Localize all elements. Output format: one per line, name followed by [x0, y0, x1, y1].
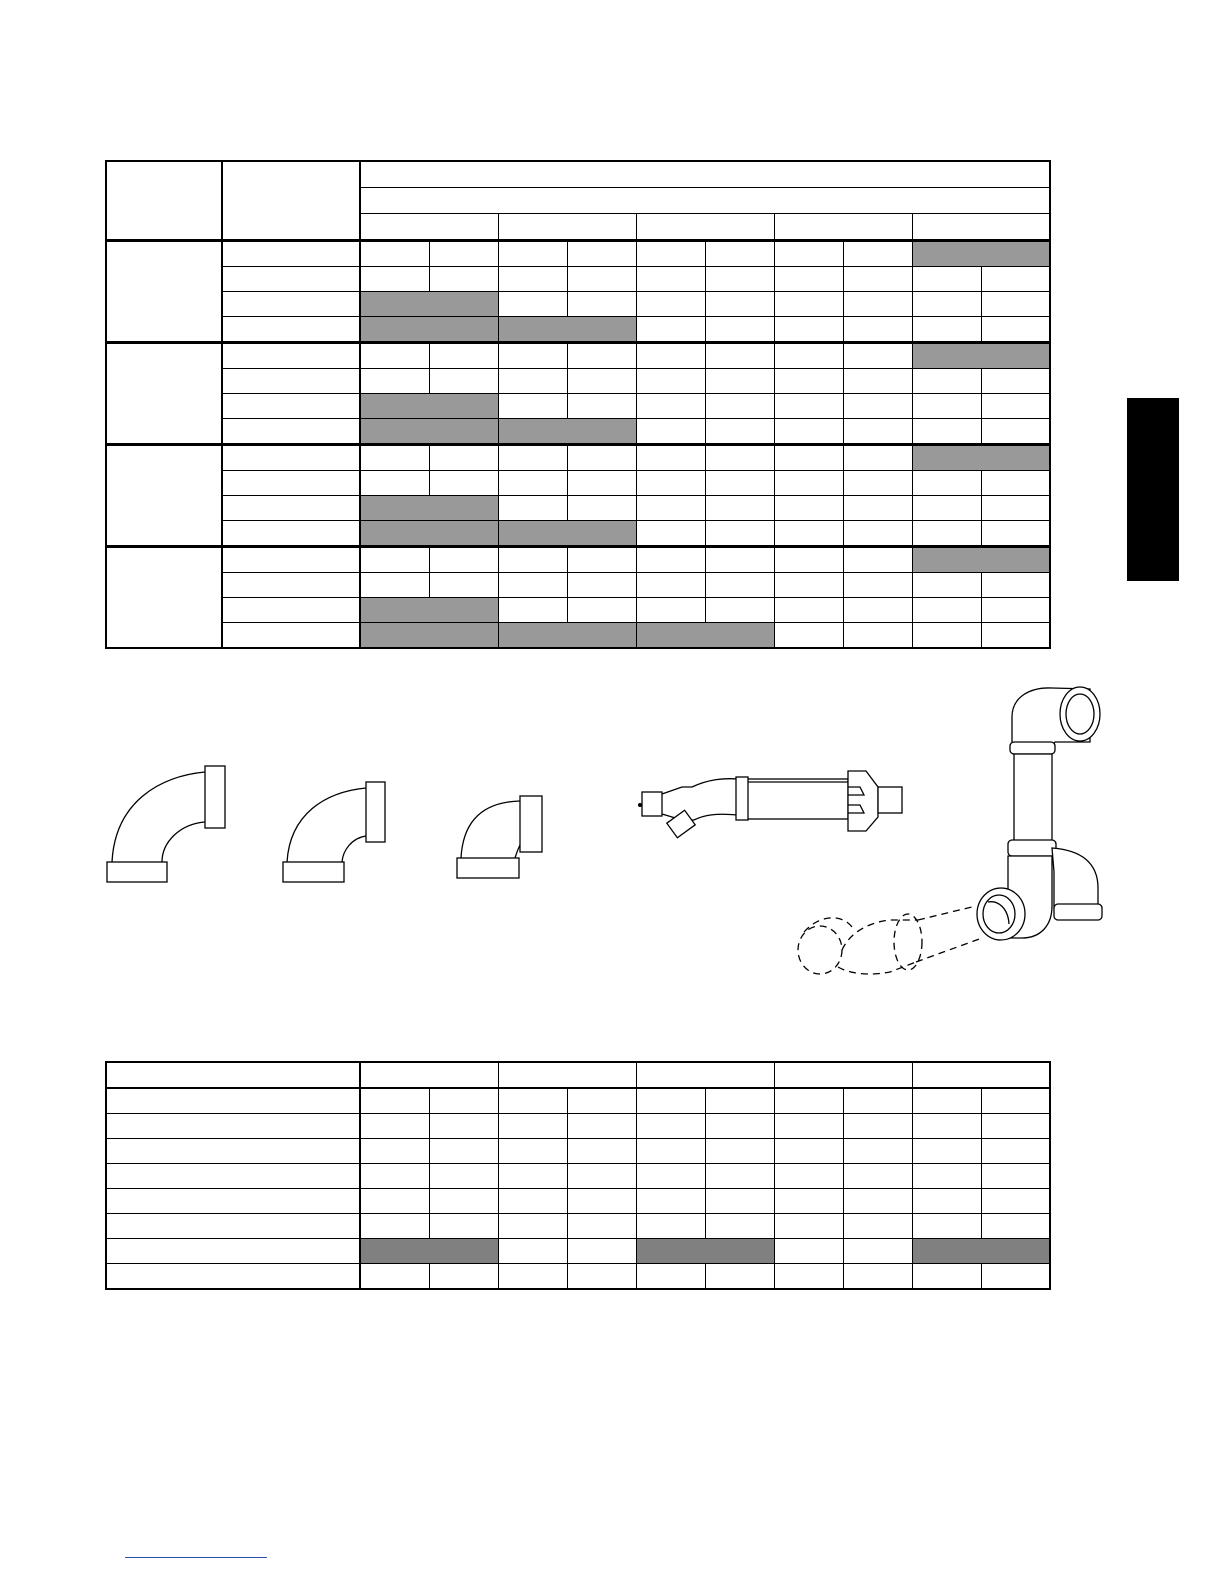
table-cell — [774, 1214, 843, 1239]
table-cell — [705, 573, 774, 598]
table-cell — [360, 1088, 429, 1114]
table-cell — [705, 521, 774, 547]
header-cell — [360, 1062, 498, 1088]
table-cell — [912, 369, 981, 394]
table-cell — [360, 369, 429, 394]
table-cell — [705, 343, 774, 369]
table-cell — [981, 496, 1050, 521]
table-cell — [843, 598, 912, 623]
table-cell — [567, 1139, 636, 1164]
table-cell — [636, 343, 705, 369]
table-cell — [774, 1164, 843, 1189]
table-cell — [360, 445, 429, 471]
table-cell — [843, 1114, 912, 1139]
table-header-row — [106, 161, 1050, 188]
row-label-cell — [106, 1139, 360, 1164]
table-cell — [705, 267, 774, 292]
table-cell — [567, 1264, 636, 1290]
table-cell — [774, 573, 843, 598]
table-cell — [360, 1114, 429, 1139]
table-cell — [705, 241, 774, 267]
table-row — [106, 419, 1050, 445]
table-cell — [705, 1264, 774, 1290]
table-cell — [567, 241, 636, 267]
table-cell — [498, 598, 567, 623]
table-cell — [498, 1088, 567, 1114]
table-cell — [981, 598, 1050, 623]
table-cell — [498, 445, 567, 471]
table-cell — [774, 241, 843, 267]
table-row — [106, 623, 1050, 649]
table-row — [106, 1088, 1050, 1114]
table-cell — [912, 598, 981, 623]
table-cell — [705, 547, 774, 573]
table-cell — [429, 1139, 498, 1164]
row-label-cell — [106, 1264, 360, 1290]
table-cell — [429, 1088, 498, 1114]
table-cell — [912, 471, 981, 496]
table-cell — [912, 1139, 981, 1164]
table-cell — [912, 317, 981, 343]
table-cell — [843, 547, 912, 573]
table-cell — [636, 471, 705, 496]
table-cell — [981, 471, 1050, 496]
long-radius-elbow-figure — [105, 762, 230, 887]
table-cell — [636, 241, 705, 267]
table-cell — [912, 1214, 981, 1239]
row-label-cell — [222, 343, 360, 369]
table-cell — [912, 419, 981, 445]
table-cell — [636, 1189, 705, 1214]
table-cell — [981, 267, 1050, 292]
table-cell — [636, 394, 705, 419]
shaded-cell — [360, 1239, 498, 1264]
table-cell — [636, 419, 705, 445]
header-cell — [360, 161, 1050, 188]
medium-radius-elbow-figure — [280, 780, 390, 886]
table-cell — [636, 1088, 705, 1114]
table-cell — [705, 394, 774, 419]
table-cell — [981, 573, 1050, 598]
table-row — [106, 317, 1050, 343]
table-row — [106, 267, 1050, 292]
group-label-cell — [106, 241, 222, 343]
header-cell — [222, 161, 360, 241]
header-cell — [912, 1062, 1050, 1088]
table-cell — [774, 1189, 843, 1214]
table-cell — [843, 1189, 912, 1214]
row-label-cell — [222, 471, 360, 496]
table-cell — [774, 598, 843, 623]
table-cell — [843, 1139, 912, 1164]
table-cell — [981, 317, 1050, 343]
table-row — [106, 471, 1050, 496]
table-cell — [843, 623, 912, 649]
table-cell — [774, 496, 843, 521]
table-cell — [567, 445, 636, 471]
table-cell — [774, 521, 843, 547]
shaded-cell — [912, 343, 1050, 369]
table-cell — [360, 1139, 429, 1164]
table-cell — [843, 419, 912, 445]
table-cell — [912, 573, 981, 598]
table-row — [106, 521, 1050, 547]
shaded-cell — [360, 419, 498, 445]
fitting-deduction-table — [105, 1061, 1051, 1290]
table-cell — [774, 1088, 843, 1114]
table-row — [106, 1264, 1050, 1290]
table-cell — [567, 1088, 636, 1114]
table-cell — [705, 1214, 774, 1239]
table-cell — [774, 394, 843, 419]
header-cell — [106, 161, 222, 241]
table-cell — [429, 573, 498, 598]
header-cell — [636, 214, 774, 241]
table-cell — [912, 1189, 981, 1214]
table-cell — [636, 317, 705, 343]
footer-rule — [125, 1557, 267, 1558]
table-cell — [981, 521, 1050, 547]
table-cell — [636, 496, 705, 521]
table-cell — [636, 1164, 705, 1189]
table-cell — [912, 496, 981, 521]
table-cell — [843, 1088, 912, 1114]
table-cell — [705, 445, 774, 471]
table-cell — [360, 1264, 429, 1290]
table-cell — [429, 1214, 498, 1239]
table-cell — [498, 496, 567, 521]
shaded-cell — [498, 521, 636, 547]
short-elbow-figure — [453, 793, 548, 883]
table-cell — [843, 1264, 912, 1290]
table-cell — [636, 292, 705, 317]
table-cell — [774, 1264, 843, 1290]
table-cell — [498, 1214, 567, 1239]
table-cell — [429, 547, 498, 573]
table-cell — [498, 1239, 567, 1264]
row-label-cell — [106, 1164, 360, 1189]
table-cell — [774, 1114, 843, 1139]
table-cell — [843, 1214, 912, 1239]
table-cell — [981, 292, 1050, 317]
table-cell — [429, 1114, 498, 1139]
table-cell — [912, 1264, 981, 1290]
row-label-cell — [222, 267, 360, 292]
table-cell — [843, 292, 912, 317]
table-row — [106, 1114, 1050, 1139]
table-cell — [567, 573, 636, 598]
table-row — [106, 343, 1050, 369]
table-cell — [567, 471, 636, 496]
table-cell — [705, 496, 774, 521]
table-cell — [567, 1164, 636, 1189]
shaded-cell — [360, 394, 498, 419]
table-cell — [498, 343, 567, 369]
table-cell — [498, 1164, 567, 1189]
section-tab — [1127, 398, 1179, 581]
table-cell — [705, 1139, 774, 1164]
row-label-cell — [222, 394, 360, 419]
table-cell — [774, 343, 843, 369]
table-row — [106, 496, 1050, 521]
table-cell — [567, 1214, 636, 1239]
table-cell — [498, 1139, 567, 1164]
table-cell — [912, 1164, 981, 1189]
table-cell — [636, 369, 705, 394]
table-cell — [774, 1139, 843, 1164]
table-cell — [981, 623, 1050, 649]
table-cell — [843, 317, 912, 343]
shaded-cell — [360, 317, 498, 343]
header-cell — [774, 1062, 912, 1088]
table-cell — [705, 1088, 774, 1114]
table-cell — [429, 343, 498, 369]
shaded-cell — [498, 419, 636, 445]
row-label-cell — [106, 1239, 360, 1264]
table-cell — [981, 1114, 1050, 1139]
table-header-row — [106, 1062, 1050, 1088]
table-cell — [912, 292, 981, 317]
table-cell — [360, 1164, 429, 1189]
table-cell — [705, 1114, 774, 1139]
table-row — [106, 1189, 1050, 1214]
table-cell — [360, 1189, 429, 1214]
table-cell — [498, 573, 567, 598]
table-cell — [429, 471, 498, 496]
group-label-cell — [106, 445, 222, 547]
table-row — [106, 394, 1050, 419]
group-label-cell — [106, 343, 222, 445]
shaded-cell — [360, 521, 498, 547]
row-label-cell — [106, 1088, 360, 1114]
vent-length-table — [105, 160, 1051, 649]
table-cell — [429, 369, 498, 394]
table-cell — [705, 317, 774, 343]
shaded-cell — [360, 598, 498, 623]
table-cell — [567, 496, 636, 521]
table-cell — [567, 598, 636, 623]
table-cell — [981, 419, 1050, 445]
table-cell — [360, 343, 429, 369]
table-cell — [843, 394, 912, 419]
shaded-cell — [360, 496, 498, 521]
table-cell — [981, 1189, 1050, 1214]
shaded-cell — [912, 547, 1050, 573]
table-cell — [360, 241, 429, 267]
table-cell — [912, 1088, 981, 1114]
table-cell — [705, 1164, 774, 1189]
table-cell — [843, 471, 912, 496]
shaded-cell — [636, 1239, 774, 1264]
table-cell — [498, 241, 567, 267]
table-cell — [567, 292, 636, 317]
table-cell — [774, 369, 843, 394]
table-cell — [636, 1214, 705, 1239]
table-cell — [360, 547, 429, 573]
table-cell — [498, 471, 567, 496]
table-cell — [498, 394, 567, 419]
row-label-cell — [222, 317, 360, 343]
row-label-cell — [222, 292, 360, 317]
header-cell — [774, 214, 912, 241]
shaded-cell — [360, 623, 498, 649]
shaded-cell — [912, 241, 1050, 267]
table-cell — [636, 445, 705, 471]
table-cell — [912, 394, 981, 419]
table-cell — [981, 394, 1050, 419]
row-label-cell — [222, 573, 360, 598]
table-cell — [567, 547, 636, 573]
shaded-cell — [498, 623, 636, 649]
table-cell — [774, 267, 843, 292]
table-cell — [705, 369, 774, 394]
table-cell — [567, 267, 636, 292]
header-cell — [636, 1062, 774, 1088]
table-cell — [567, 343, 636, 369]
row-label-cell — [222, 419, 360, 445]
table-cell — [774, 547, 843, 573]
table-row — [106, 1214, 1050, 1239]
table-cell — [843, 241, 912, 267]
table-cell — [360, 471, 429, 496]
shaded-cell — [912, 445, 1050, 471]
table-cell — [360, 267, 429, 292]
table-cell — [912, 1114, 981, 1139]
shaded-cell — [498, 317, 636, 343]
table-cell — [360, 573, 429, 598]
table-row — [106, 369, 1050, 394]
table-cell — [843, 343, 912, 369]
table-cell — [705, 1189, 774, 1214]
table-cell — [981, 1139, 1050, 1164]
table-cell — [567, 1239, 636, 1264]
header-cell — [498, 214, 636, 241]
row-label-cell — [106, 1189, 360, 1214]
table-cell — [360, 1214, 429, 1239]
table-row — [106, 445, 1050, 471]
table-cell — [981, 1264, 1050, 1290]
row-label-cell — [222, 547, 360, 573]
table-cell — [498, 292, 567, 317]
table-cell — [498, 369, 567, 394]
table-cell — [981, 369, 1050, 394]
table-row — [106, 241, 1050, 267]
table-cell — [774, 471, 843, 496]
table-cell — [498, 267, 567, 292]
table-cell — [912, 267, 981, 292]
table-row — [106, 1239, 1050, 1264]
table-cell — [843, 496, 912, 521]
table-cell — [981, 1214, 1050, 1239]
table-cell — [636, 1114, 705, 1139]
table-row — [106, 547, 1050, 573]
header-cell — [498, 1062, 636, 1088]
table-cell — [843, 267, 912, 292]
table-cell — [705, 419, 774, 445]
table-row — [106, 1139, 1050, 1164]
table-cell — [429, 1189, 498, 1214]
table-cell — [705, 598, 774, 623]
table-cell — [843, 369, 912, 394]
table-cell — [912, 623, 981, 649]
row-label-cell — [222, 521, 360, 547]
shaded-cell — [636, 623, 774, 649]
table-cell — [705, 292, 774, 317]
table-cell — [636, 547, 705, 573]
table-cell — [636, 267, 705, 292]
table-cell — [843, 1239, 912, 1264]
table-cell — [774, 1239, 843, 1264]
header-cell — [360, 188, 1050, 214]
group-label-cell — [106, 547, 222, 649]
row-label-cell — [222, 241, 360, 267]
table-cell — [843, 521, 912, 547]
table-cell — [498, 1264, 567, 1290]
table-row — [106, 598, 1050, 623]
table-cell — [843, 1164, 912, 1189]
table-cell — [843, 573, 912, 598]
table-cell — [705, 471, 774, 496]
row-label-cell — [222, 598, 360, 623]
row-label-cell — [222, 445, 360, 471]
table-cell — [567, 369, 636, 394]
row-label-cell — [222, 369, 360, 394]
table-cell — [429, 1164, 498, 1189]
table-cell — [981, 1164, 1050, 1189]
table-cell — [429, 241, 498, 267]
row-label-cell — [106, 1114, 360, 1139]
row-label-cell — [106, 1214, 360, 1239]
table-cell — [498, 1114, 567, 1139]
table-cell — [981, 1088, 1050, 1114]
table-cell — [774, 419, 843, 445]
table-cell — [774, 317, 843, 343]
header-cell — [106, 1062, 360, 1088]
table-cell — [774, 623, 843, 649]
header-cell — [912, 214, 1050, 241]
row-label-cell — [222, 623, 360, 649]
table-row — [106, 292, 1050, 317]
shaded-cell — [360, 292, 498, 317]
table-cell — [567, 1189, 636, 1214]
table-cell — [636, 598, 705, 623]
table-cell — [429, 1264, 498, 1290]
table-cell — [774, 445, 843, 471]
table-cell — [567, 1114, 636, 1139]
table-cell — [429, 445, 498, 471]
table-cell — [636, 573, 705, 598]
table-cell — [774, 292, 843, 317]
table-row — [106, 573, 1050, 598]
table-cell — [912, 521, 981, 547]
header-cell — [360, 214, 498, 241]
table-cell — [636, 1139, 705, 1164]
table-cell — [636, 521, 705, 547]
row-label-cell — [222, 496, 360, 521]
offset-vent-pipe-assembly-figure — [790, 682, 1110, 987]
table-row — [106, 1164, 1050, 1189]
table-cell — [498, 1189, 567, 1214]
table-cell — [636, 1264, 705, 1290]
shaded-cell — [912, 1239, 1050, 1264]
table-cell — [567, 394, 636, 419]
table-cell — [843, 445, 912, 471]
table-cell — [498, 547, 567, 573]
table-cell — [429, 267, 498, 292]
